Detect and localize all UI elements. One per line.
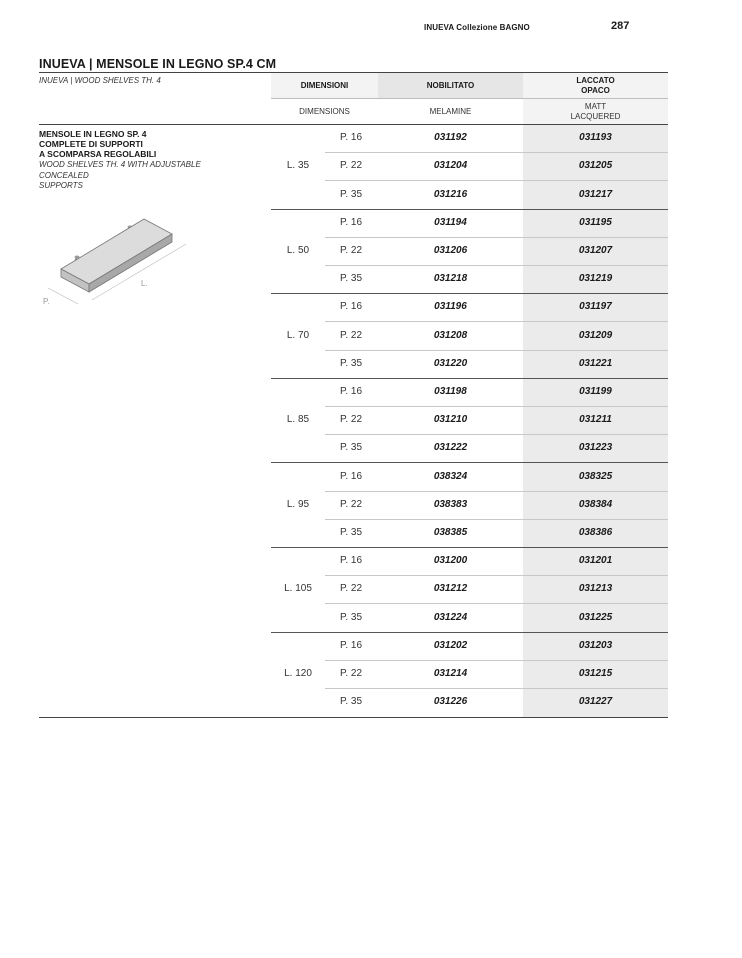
depth-cell: P. 22 xyxy=(339,329,363,341)
melamine-code-cell: 031208 xyxy=(433,329,468,341)
row-divider xyxy=(325,321,668,322)
length-cell: L. 120 xyxy=(284,667,312,679)
melamine-code-cell: 031204 xyxy=(433,160,468,172)
melamine-code-cell: 031192 xyxy=(434,132,467,144)
lacquered-code-cell: 031221 xyxy=(578,357,613,369)
group-divider xyxy=(271,378,668,379)
row-divider xyxy=(325,491,668,492)
lacquered-code-cell: 031209 xyxy=(578,329,613,341)
melamine-code-cell: 038324 xyxy=(433,470,468,482)
row-divider xyxy=(325,350,668,351)
depth-cell: P. 35 xyxy=(339,696,363,708)
melamine-code-cell: 031222 xyxy=(433,442,468,454)
lacquered-code-cell: 031217 xyxy=(578,188,613,200)
lacquered-code-cell: 031199 xyxy=(579,385,612,397)
melamine-code-cell: 031224 xyxy=(433,611,468,623)
melamine-code-cell: 031214 xyxy=(433,667,468,679)
row-divider xyxy=(325,180,668,181)
col-header-lacquered-it: LACCATO OPACO xyxy=(523,73,668,98)
length-label: L. xyxy=(141,279,148,288)
group-divider xyxy=(271,209,668,210)
col-header-dimensions-it: DIMENSIONI xyxy=(271,73,378,98)
lacquered-code-cell: 031227 xyxy=(578,696,613,708)
length-cell: L. 105 xyxy=(284,583,312,595)
length-cell: L. 35 xyxy=(286,160,310,172)
depth-cell: P. 22 xyxy=(339,667,363,679)
lacquered-code-cell: 031223 xyxy=(578,442,613,454)
row-divider xyxy=(325,406,668,407)
lacquered-code-cell: 031201 xyxy=(578,555,613,567)
depth-cell: P. 35 xyxy=(339,273,363,285)
length-cell: L. 70 xyxy=(286,329,310,341)
depth-cell: P. 35 xyxy=(339,526,363,538)
row-divider xyxy=(325,519,668,520)
length-cell: L. 95 xyxy=(286,498,310,510)
lacquered-code-cell: 031207 xyxy=(578,244,613,256)
depth-cell: P. 35 xyxy=(339,188,363,200)
melamine-code-cell: 038383 xyxy=(433,498,468,510)
melamine-code-cell: 031218 xyxy=(433,273,468,285)
row-divider xyxy=(325,575,668,576)
melamine-code-cell: 031194 xyxy=(434,216,467,228)
melamine-code-cell: 031200 xyxy=(433,555,468,567)
depth-cell: P. 16 xyxy=(339,639,363,651)
depth-cell: P. 22 xyxy=(339,244,363,256)
lacquered-code-cell: 031219 xyxy=(578,273,613,285)
melamine-code-cell: 031196 xyxy=(434,301,467,313)
lacquered-code-cell: 031195 xyxy=(579,216,612,228)
row-divider xyxy=(325,688,668,689)
group-divider xyxy=(271,632,668,633)
row-divider xyxy=(325,660,668,661)
lacquered-code-cell: 038384 xyxy=(578,498,613,510)
lacquered-code-cell: 031205 xyxy=(578,160,613,172)
depth-label: P. xyxy=(43,297,50,306)
col-header-lacquered-en: MATT LACQUERED xyxy=(523,99,668,124)
lacquered-code-cell: 038325 xyxy=(578,470,613,482)
melamine-code-cell: 031202 xyxy=(433,639,468,651)
row-divider xyxy=(325,603,668,604)
lacquered-code-cell: 031203 xyxy=(578,639,613,651)
depth-cell: P. 35 xyxy=(339,442,363,454)
depth-cell: P. 22 xyxy=(339,414,363,426)
lacquered-code-cell: 031193 xyxy=(579,132,612,144)
row-divider xyxy=(325,434,668,435)
depth-cell: P. 16 xyxy=(339,555,363,567)
depth-cell: P. 35 xyxy=(339,611,363,623)
depth-cell: P. 22 xyxy=(339,498,363,510)
product-name-it: MENSOLE IN LEGNO SP. 4 COMPLETE DI SUPPORTI A SCOMPARSA REGOLABILI xyxy=(39,129,157,159)
collection-header: INUEVA Collezione BAGNO xyxy=(424,23,530,32)
melamine-code-cell: 031226 xyxy=(433,696,468,708)
depth-cell: P. 22 xyxy=(339,160,363,172)
row-divider xyxy=(325,237,668,238)
lacquered-code-cell: 031211 xyxy=(579,414,612,426)
page-title: INUEVA | MENSOLE IN LEGNO SP.4 CM xyxy=(39,57,277,71)
melamine-code-cell: 038385 xyxy=(433,526,468,538)
col-header-melamine-it: NOBILITATO xyxy=(378,73,523,98)
melamine-code-cell: 031212 xyxy=(433,583,468,595)
lacquered-code-cell: 031213 xyxy=(578,583,613,595)
depth-cell: P. 16 xyxy=(339,385,363,397)
col-header-melamine-en: MELAMINE xyxy=(429,106,472,116)
melamine-code-cell: 031210 xyxy=(433,414,468,426)
depth-cell: P. 22 xyxy=(339,583,363,595)
page-number: 287 xyxy=(611,20,630,32)
depth-cell: P. 35 xyxy=(339,357,363,369)
product-name-en: WOOD SHELVES TH. 4 WITH ADJUSTABLE CONCEALED SUPPORTS xyxy=(39,160,201,190)
depth-cell: P. 16 xyxy=(339,470,363,482)
depth-cell: P. 16 xyxy=(339,301,363,313)
melamine-code-cell: 031220 xyxy=(433,357,468,369)
melamine-code-cell: 031198 xyxy=(434,385,467,397)
row-divider xyxy=(325,265,668,266)
melamine-code-cell: 031216 xyxy=(433,188,468,200)
length-cell: L. 50 xyxy=(286,244,310,256)
col-header-dimensions-en: DIMENSIONS xyxy=(299,106,350,116)
table-bottom-rule xyxy=(39,717,668,718)
group-divider xyxy=(271,293,668,294)
shelf-illustration xyxy=(40,210,200,310)
depth-cell: P. 16 xyxy=(339,216,363,228)
lacquered-code-cell: 038386 xyxy=(578,526,613,538)
group-divider xyxy=(271,547,668,548)
group-divider xyxy=(271,462,668,463)
length-cell: L. 85 xyxy=(286,414,310,426)
header-bottom-rule xyxy=(39,124,668,125)
lacquered-code-cell: 031197 xyxy=(579,301,612,313)
page-subtitle: INUEVA | WOOD SHELVES TH. 4 xyxy=(39,76,161,85)
row-divider xyxy=(325,152,668,153)
lacquered-code-cell: 031215 xyxy=(578,667,613,679)
melamine-code-cell: 031206 xyxy=(433,244,468,256)
depth-cell: P. 16 xyxy=(339,132,363,144)
lacquered-code-cell: 031225 xyxy=(578,611,613,623)
